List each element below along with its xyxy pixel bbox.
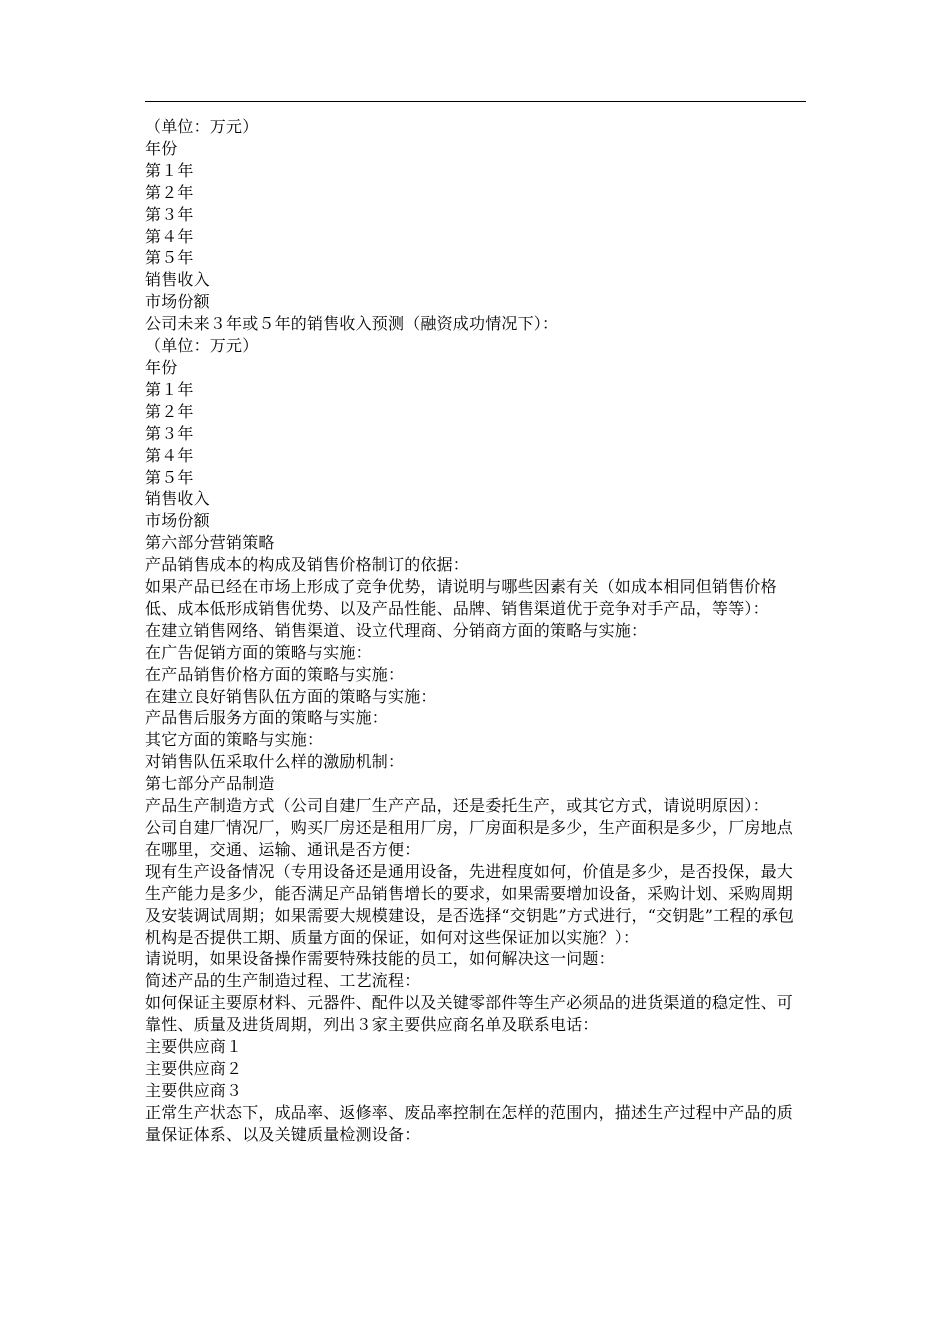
paragraph: 如果产品已经在市场上形成了竞争优势，请说明与哪些因素有关（如成本相同但销售价格低、成本低形成销售优势、以及产品性能、品牌、销售渠道优于竞争对手产品，等等）：	[145, 577, 777, 618]
paragraph: 简述产品的生产制造过程、工艺流程：	[145, 971, 421, 991]
paragraph: 现有生产设备情况（专用设备还是通用设备，先进程度如何，价值是多少，是否投保，最大生产能力是多少，能否满足产品销售增长的要求，如果需要增加设备，采购计划、采购周期及安装调试周期；如果需要大规模建设，是否选择“交钥匙”方式进行，“交钥匙”工程的承包机构是否提供工期、质量方面的保证，如何对这些保证加以实施？）：	[145, 861, 795, 947]
table-label-market-share: 市场份额	[145, 511, 210, 531]
paragraph: 如何保证主要原材料、元器件、配件以及关键零部件等生产必须品的进货渠道的稳定性、可靠性、质量及进货周期，列出３家主要供应商名单及联系电话：	[145, 993, 794, 1035]
header-rule	[145, 101, 806, 102]
section-heading-manufacturing: 第七部分产品制造	[145, 774, 275, 794]
paragraph: 在广告促销方面的策略与实施：	[145, 642, 372, 662]
paragraph: 产品销售成本的构成及销售价格制订的依据：	[145, 555, 470, 575]
supplier-label-3: 主要供应商３	[145, 1080, 243, 1100]
paragraph: 其它方面的策略与实施：	[145, 730, 324, 750]
supplier-label-1: 主要供应商１	[145, 1037, 243, 1057]
supplier-label-2: 主要供应商２	[145, 1058, 243, 1078]
table-label-year-3: 第３年	[145, 423, 194, 443]
paragraph: 产品生产制造方式（公司自建厂生产产品，还是委托生产，或其它方式，请说明原因）：	[145, 796, 769, 816]
table-label-year-2: 第２年	[145, 182, 194, 202]
table-label-year-1: 第１年	[145, 160, 194, 180]
forecast-heading: 公司未来３年或５年的销售收入预测（融资成功情况下）：	[145, 314, 559, 334]
table-label-year-1: 第１年	[145, 379, 194, 399]
table-label-year-4: 第４年	[145, 445, 194, 465]
paragraph: 产品售后服务方面的策略与实施：	[145, 708, 389, 728]
unit-note: （单位：万元）	[145, 336, 259, 356]
section-heading-marketing: 第六部分营销策略	[145, 533, 275, 553]
table-label-sales-revenue: 销售收入	[145, 270, 210, 290]
table-label-year-5: 第５年	[145, 467, 194, 487]
table-label-year: 年份	[145, 357, 178, 377]
paragraph: 正常生产状态下，成品率、返修率、废品率控制在怎样的范围内，描述生产过程中产品的质量保证体系、以及关键质量检测设备：	[145, 1102, 794, 1144]
table-label-sales-revenue: 销售收入	[145, 489, 210, 509]
table-label-year-3: 第３年	[145, 204, 194, 224]
paragraph: 在建立良好销售队伍方面的策略与实施：	[145, 686, 437, 706]
unit-note: （单位：万元）	[145, 117, 259, 136]
table-label-market-share: 市场份额	[145, 292, 210, 312]
paragraph: 公司自建厂情况厂，购买厂房还是租用厂房，厂房面积是多少，生产面积是多少，厂房地点在哪里，交通、运输、通讯是否方便：	[145, 818, 794, 859]
paragraph: 请说明，如果设备操作需要特殊技能的员工，如何解决这一问题：	[145, 949, 615, 969]
paragraph: 在建立销售网络、销售渠道、设立代理商、分销商方面的策略与实施：	[145, 620, 648, 640]
table-label-year-4: 第４年	[145, 226, 194, 246]
paragraph: 对销售队伍采取什么样的激励机制：	[145, 752, 405, 772]
table-label-year-5: 第５年	[145, 248, 194, 268]
table-label-year-2: 第２年	[145, 401, 194, 421]
table-label-year: 年份	[145, 138, 178, 158]
document-body	[145, 116, 806, 1146]
paragraph: 在产品销售价格方面的策略与实施：	[145, 664, 405, 684]
